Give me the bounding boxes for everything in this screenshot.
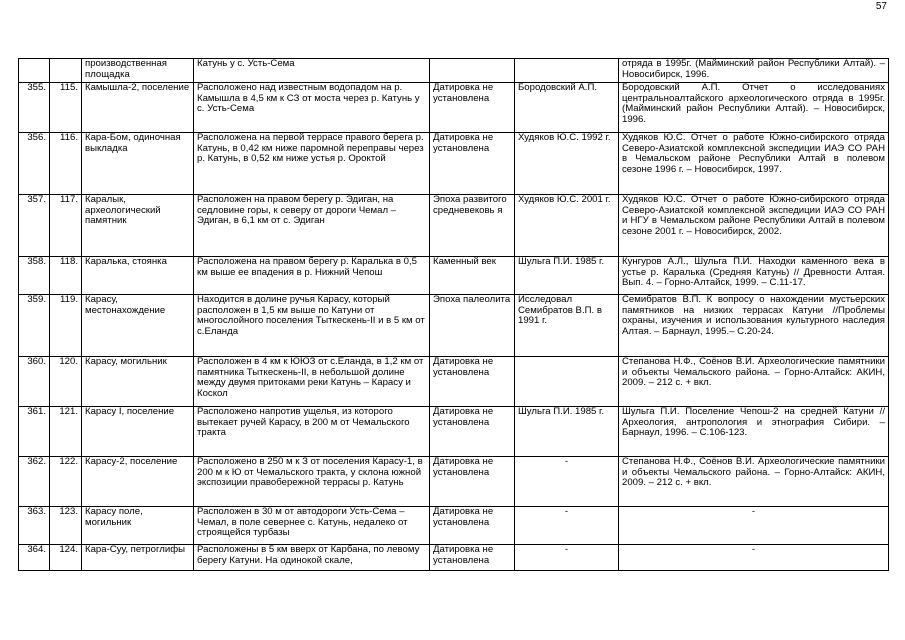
cell-name: Карасу, местонахождение <box>82 295 194 357</box>
cell-location: Расположено над известным водопадом на р. Камышла в 4,5 км к СЗ от моста через р. Катунь у с. Усть-Сема <box>194 83 430 133</box>
cell-number: 355. <box>19 83 50 133</box>
cell-researcher <box>515 59 619 83</box>
cell-dating: Датировка не установлена <box>430 357 515 407</box>
cell-literature: Семибратов В.П. К вопросу о нахождении мустьерских памятников на низких террасах Катуни //Проблемы охраны, изучения и использования культурного наследия Алтая. – Барнаул, 1995.– С.20-24. <box>619 295 889 357</box>
cell-researcher: - <box>515 507 619 545</box>
table-row <box>19 257 889 295</box>
cell-number: 360. <box>19 357 50 407</box>
cell-name: Карасу, могильник <box>82 357 194 407</box>
cell-local-number: 118. <box>50 257 82 295</box>
cell-name: Карасу поле, могильник <box>82 507 194 545</box>
cell-name: Карасу-2, поселение <box>82 457 194 507</box>
cell-literature: Бородовский А.П. Отчет о исследованиях центральноалтайского археологического отряда в 1995г. (Майминский район Республики Алтай). – Новосибирск, 1996. <box>619 83 889 133</box>
cell-local-number: 121. <box>50 407 82 457</box>
cell-researcher: - <box>515 457 619 507</box>
cell-researcher: Исследовал Семибратов В.П. в 1991 г. <box>515 295 619 357</box>
cell-dating: Эпоха палеолита <box>430 295 515 357</box>
cell-local-number: 116. <box>50 133 82 195</box>
cell-location: Расположен на правом берегу р. Эдиган, на седловине горы, к северу от дороги Чемал – Эдиган, в 6,1 км от с. Эдиган <box>194 195 430 257</box>
cell-local-number: 120. <box>50 357 82 407</box>
cell-local-number: 117. <box>50 195 82 257</box>
cell-name: Кара-Бом, одиночная выкладка <box>82 133 194 195</box>
cell-researcher: Худяков Ю.С. 1992 г. <box>515 133 619 195</box>
cell-dating: Датировка не установлена <box>430 407 515 457</box>
table-row <box>19 195 889 257</box>
cell-local-number <box>50 59 82 83</box>
cell-researcher: Шульга П.И. 1985 г. <box>515 407 619 457</box>
table-row <box>19 545 889 571</box>
cell-name: Камышла-2, поселение <box>82 83 194 133</box>
cell-number: 357. <box>19 195 50 257</box>
monuments-table <box>18 58 889 571</box>
table-row <box>19 59 889 83</box>
table-row <box>19 357 889 407</box>
cell-researcher: - <box>515 545 619 571</box>
table-row <box>19 507 889 545</box>
page-number: 57 <box>875 1 887 12</box>
cell-name: Каралька, стоянка <box>82 257 194 295</box>
cell-local-number: 115. <box>50 83 82 133</box>
cell-name: производственная площадка <box>82 59 194 83</box>
cell-dating: Датировка не установлена <box>430 83 515 133</box>
cell-local-number: 123. <box>50 507 82 545</box>
cell-dating: Датировка не установлена <box>430 133 515 195</box>
table-row <box>19 295 889 357</box>
cell-dating: Каменный век <box>430 257 515 295</box>
cell-location: Расположены в 5 км вверх от Карбана, по левому берегу Катуни. На одинокой скале, <box>194 545 430 571</box>
cell-dating: Датировка не установлена <box>430 457 515 507</box>
cell-literature: Степанова Н.Ф., Соёнов В.И. Археологические памятники и объекты Чемальского района. – Горно-Алтайск: АКИН, 2009. – 212 с. + вкл. <box>619 457 889 507</box>
cell-researcher: Худяков Ю.С. 2001 г. <box>515 195 619 257</box>
cell-number: 363. <box>19 507 50 545</box>
cell-location: Находится в долине ручья Карасу, который расположен в 1,5 км выше по Катуни от многослойного поселения Тыткескень-II и в 5 км от с.Еланда <box>194 295 430 357</box>
cell-literature: Степанова Н.Ф., Соёнов В.И. Археологические памятники и объекты Чемальского района. – Горно-Алтайск: АКИН, 2009. – 212 с. + вкл. <box>619 357 889 407</box>
cell-number: 361. <box>19 407 50 457</box>
cell-number: 364. <box>19 545 50 571</box>
cell-number: 356. <box>19 133 50 195</box>
cell-number: 358. <box>19 257 50 295</box>
cell-literature: Шульга П.И. Поселение Чепош-2 на средней Катуни // Археология, антропология и этнография Сибири. – Барнаул, 1996. – С.106-123. <box>619 407 889 457</box>
cell-location: Катунь у с. Усть-Сема <box>194 59 430 83</box>
cell-literature: отряда в 1995г. (Майминский район Республики Алтай). – Новосибирск, 1996. <box>619 59 889 83</box>
cell-location: Расположена на правом берегу р. Каралька в 0,5 км выше ее впадения в р. Нижний Чепош <box>194 257 430 295</box>
cell-local-number: 124. <box>50 545 82 571</box>
cell-literature: - <box>619 545 889 571</box>
cell-number: 362. <box>19 457 50 507</box>
cell-researcher: Шульга П.И. 1985 г. <box>515 257 619 295</box>
cell-location: Расположена на первой террасе правого берега р. Катунь, в 0,42 км ниже паромной переправы через р. Катунь, в 0,52 км ниже устья р. Ороктой <box>194 133 430 195</box>
cell-name: Каралык, археологический памятник <box>82 195 194 257</box>
cell-literature: Худяков Ю.С. Отчет о работе Южно-сибирского отряда Северо-Азиатской комплексной экспедиции ИАЭ СО РАН и НГУ в Чемальском районе Республики Алтай в полевом сезоне 2001 г. – Новосибирск, 2002. <box>619 195 889 257</box>
cell-literature: Кунгуров А.Л., Шульга П.И. Находки каменного века в устье р. Каралька (Средняя Катунь) // Древности Алтая. Вып. 4. – Горно-Алтайск, 1999. – С.11-17. <box>619 257 889 295</box>
table-row <box>19 83 889 133</box>
table-body <box>19 59 889 571</box>
cell-dating: Эпоха развитого средневековь я <box>430 195 515 257</box>
cell-researcher <box>515 357 619 407</box>
cell-researcher: Бородовский А.П. <box>515 83 619 133</box>
cell-location: Расположено в 250 м к З от поселения Карасу-1, в 200 м к Ю от Чемальского тракта, у склона южной экспозиции правобережной террасы р. Катунь <box>194 457 430 507</box>
cell-local-number: 122. <box>50 457 82 507</box>
cell-dating: Датировка не установлена <box>430 545 515 571</box>
cell-location: Расположен в 30 м от автодороги Усть-Сема – Чемал, в поле севернее с. Катунь, недалеко от строящейся турбазы <box>194 507 430 545</box>
cell-literature: Худяков Ю.С. Отчет о работе Южно-сибирского отряда Северо-Азиатской комплексной экспедиции ИАЭ СО РАН в Чемальском районе Республики Алтай в полевом сезоне 1996 г. – Новосибирск, 1997. <box>619 133 889 195</box>
table-row <box>19 133 889 195</box>
cell-name: Кара-Суу, петроглифы <box>82 545 194 571</box>
cell-number <box>19 59 50 83</box>
cell-dating <box>430 59 515 83</box>
cell-location: Расположено напротив ущелья, из которого вытекает ручей Карасу, в 200 м от Чемальского тракта <box>194 407 430 457</box>
table-row <box>19 407 889 457</box>
cell-local-number: 119. <box>50 295 82 357</box>
cell-name: Карасу I, поселение <box>82 407 194 457</box>
cell-dating: Датировка не установлена <box>430 507 515 545</box>
cell-number: 359. <box>19 295 50 357</box>
cell-location: Расположен в 4 км к ЮЮЗ от с.Еланда, в 1,2 км от памятника Тыткескень-II, в небольшой долине между двумя притоками реки Катунь – Карасу и Коскол <box>194 357 430 407</box>
cell-literature: - <box>619 507 889 545</box>
table-row <box>19 457 889 507</box>
